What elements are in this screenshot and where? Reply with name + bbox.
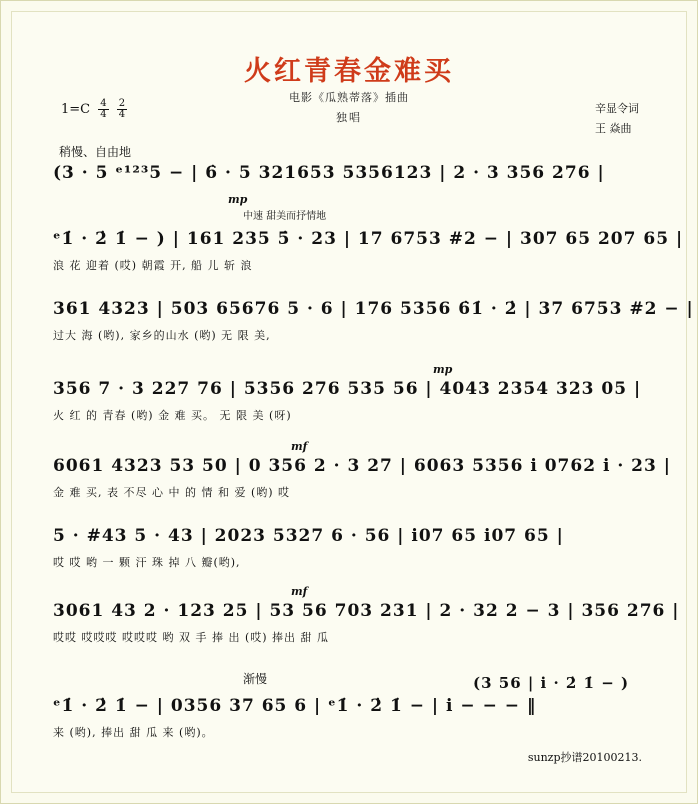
system-2-notes: ᵉ1̇ · 2̇ 1̇ − ) | 161 235 5̇ · 23 | 17 6753 #2 − | 307 65 207 65 | <box>53 229 684 249</box>
dynamic-mf-2: mf <box>291 585 308 598</box>
subtitle: 电影《瓜熟蒂落》插曲 <box>289 91 409 104</box>
system-3-notes: 361 4323 | 503 65676 5 · 6 | 176 5356 6̇1̇ · 2̇ | 37 6753 #2 − | <box>53 299 694 319</box>
system-6 <box>53 526 645 598</box>
section-mark-slow-down: 渐慢 <box>243 672 268 686</box>
system-1 <box>53 163 645 235</box>
meter-1 <box>98 99 108 120</box>
credits <box>595 99 639 139</box>
key-signature-label: 1=C <box>61 102 91 117</box>
system-8-notes: ᵉ1̇ · 2̇ 1̇ − | 0356 37 65 6 | ᵉ1̇ · 2̇ 1̇ − | i − − − ‖ <box>53 696 537 716</box>
system-3 <box>53 299 694 371</box>
system-5-lyrics: 金 难 买, 表 不尽 心 中 的 情 和 爱 (哟) 哎 <box>53 486 291 499</box>
system-7-notes: 3061 43 2 · 123 25 | 53 56 703 231 | 2 · 32 2 − 3 | 356 276 | <box>53 601 680 621</box>
section-mark-moderate: 中速 甜美而抒情地 <box>243 211 327 222</box>
footer-note: sunzp抄谱20100213. <box>527 751 642 764</box>
meter-2 <box>117 99 127 120</box>
dynamic-mp-1: mp <box>228 193 248 206</box>
dynamic-mp-2: mp <box>433 363 453 376</box>
system-5-notes: 6061 4323 53 50 | 0 356 2 · 3 27 | 6063 5356 i 0762 i · 23 | <box>53 456 671 476</box>
system-4-lyrics: 火 红 的 青春 (哟) 金 难 买。 无 限 美 (呀) <box>53 409 292 422</box>
system-6-lyrics: 哎 哎 哟 一 颗 汗 珠 掉 八 瓣(哟), <box>53 556 241 569</box>
system-6-notes: 5 · #43 5 · 43 | 2023 5327 6 · 56 | i07 65 i07 65 | <box>53 526 564 546</box>
meter-2-numerator: 2 <box>118 98 126 109</box>
meter-1-denominator: 4 <box>100 109 107 120</box>
key-signature <box>61 99 127 120</box>
system-4-notes: 356 7 · 3 227 76 | 5356 276 535 56 | 4043 2354 323 05 | <box>53 379 642 399</box>
dynamic-mf-1: mf <box>291 440 308 453</box>
coda-bracket: (3 56 | i · 2̇ 1̇ − ) <box>473 674 630 692</box>
meter-1-numerator: 4 <box>100 98 107 109</box>
system-4 <box>53 363 645 451</box>
system-8-lyrics: 来 (哟), 捧出 甜 瓜 来 (哟)。 <box>53 726 214 739</box>
composer: 王 焱曲 <box>595 122 632 135</box>
system-2 <box>53 193 684 301</box>
lyricist: 辛显令词 <box>595 102 639 115</box>
system-3-lyrics: 过大 海 (哟), 家乡的山水 (哟) 无 限 美, <box>53 329 271 342</box>
page-title: 火红青春金难买 <box>244 56 454 87</box>
tempo-marking: 稍慢、自由地 <box>59 145 132 159</box>
meter-2-denominator: 4 <box>118 109 126 120</box>
system-2-lyrics: 浪 花 迎着 (哎) 朝霞 开, 船 儿 斩 浪 <box>53 259 253 272</box>
system-7 <box>53 585 680 673</box>
system-1-notes: (3 · 5 ᵉ¹²³5 − | 6̇ · 5 321653 5356123 | 2 · 3 356 276 | <box>53 163 605 183</box>
system-7-lyrics: 哎哎 哎哎哎 哎哎哎 哟 双 手 捧 出 (哎) 捧出 甜 瓜 <box>53 631 330 644</box>
system-5 <box>53 440 671 528</box>
performance-type: 独唱 <box>336 111 362 124</box>
